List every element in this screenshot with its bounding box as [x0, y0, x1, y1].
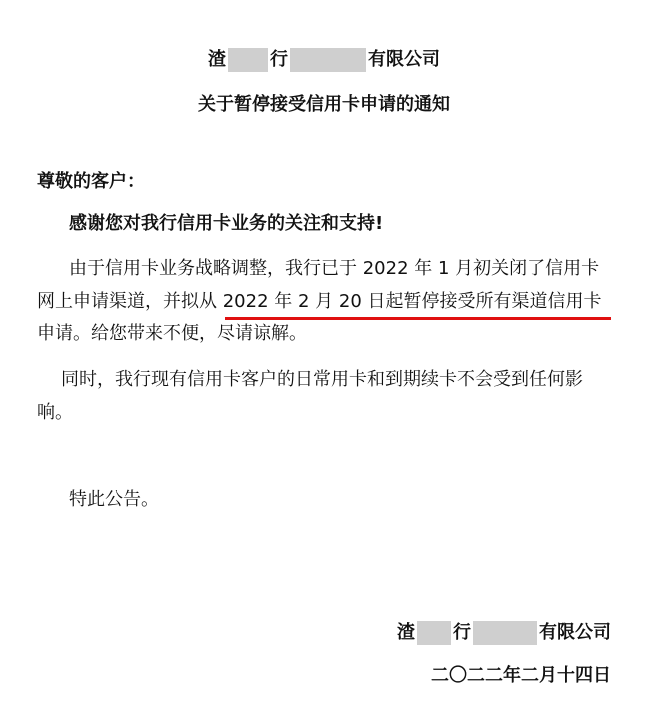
- highlighted-date-text: 2022 年 2 月 20 日起暂停接受所有渠道信用卡: [222, 291, 602, 312]
- paragraph-1-line-3: 申请。给您带来不便，尽请谅解。: [37, 323, 307, 344]
- company-name-prefix: 渣: [208, 49, 226, 70]
- paragraph-1-line-1: 由于信用卡业务战略调整，我行已于 2022 年 1 月初关闭了信用卡: [69, 258, 600, 279]
- closing-statement: 特此公告。: [69, 489, 159, 510]
- company-name-mid: 行: [270, 49, 288, 70]
- company-name-mid: 行: [453, 622, 471, 643]
- redaction-block: [473, 621, 537, 645]
- paragraph-2-line-2: 响。: [37, 402, 73, 423]
- red-underline: [225, 317, 611, 320]
- redaction-block: [290, 48, 366, 72]
- paragraph-1-line-2: [37, 290, 602, 314]
- salutation: 尊敬的客户：: [37, 171, 145, 192]
- notice-title: 关于暂停接受信用卡申请的通知: [198, 94, 450, 115]
- company-name-prefix: 渣: [397, 622, 415, 643]
- company-name-header: [0, 48, 648, 72]
- paragraph-1-line-2-start: 网上申请渠道，并拟从: [37, 291, 223, 312]
- redaction-block: [417, 621, 451, 645]
- company-name-suffix: 有限公司: [539, 622, 611, 643]
- signature-date: 二〇二二年二月十四日: [431, 665, 611, 686]
- signature-company-name: [397, 621, 611, 645]
- paragraph-2-line-1: 同时，我行现有信用卡客户的日常用卡和到期续卡不会受到任何影: [61, 369, 583, 390]
- company-name-suffix: 有限公司: [368, 49, 440, 70]
- redaction-block: [228, 48, 268, 72]
- thanks-line: 感谢您对我行信用卡业务的关注和支持!: [69, 213, 384, 234]
